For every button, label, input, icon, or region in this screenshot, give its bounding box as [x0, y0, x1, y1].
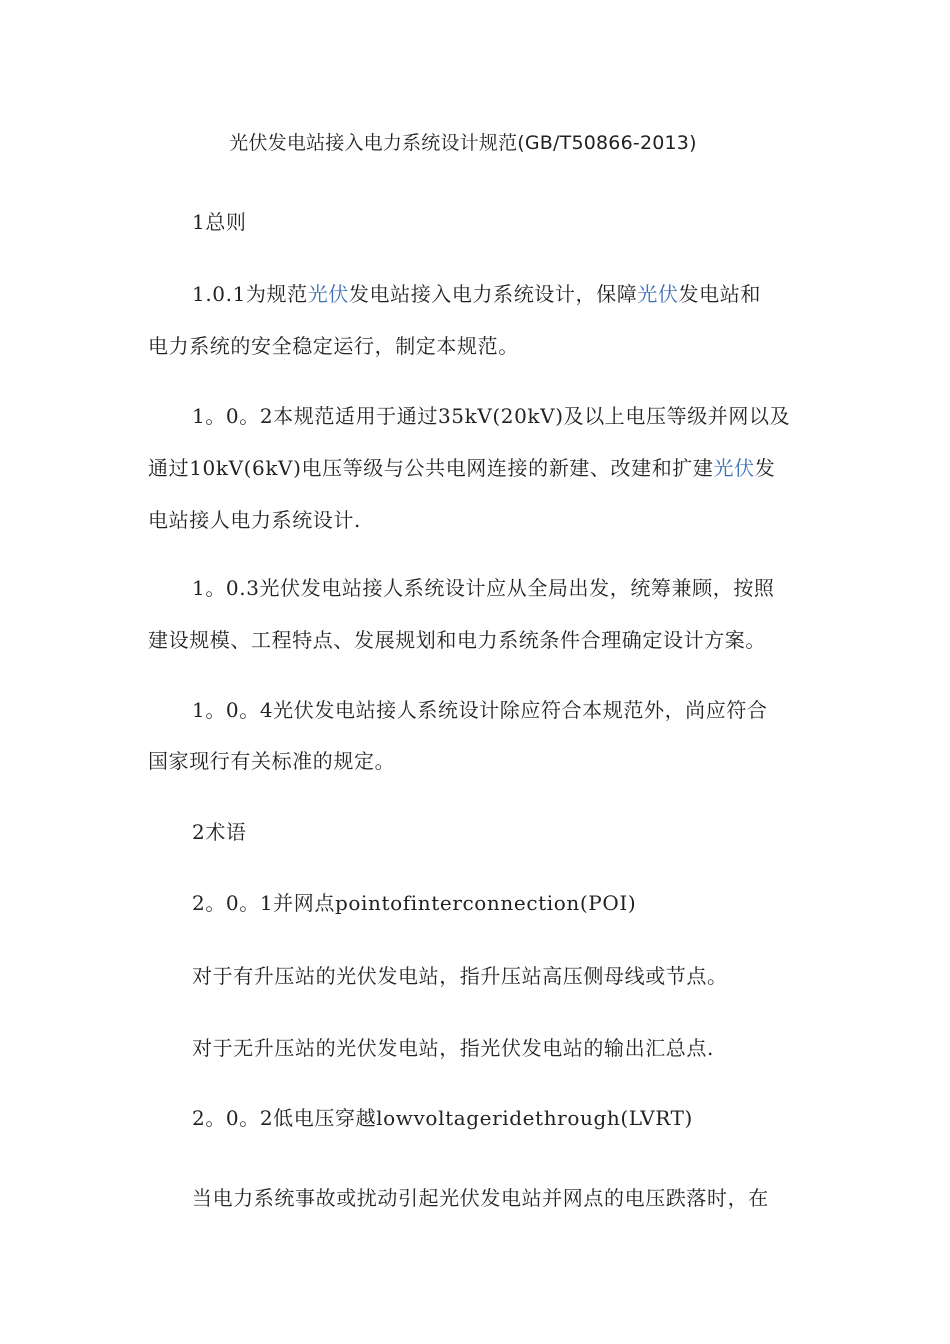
pv-link[interactable]: 光伏 [307, 282, 349, 306]
clause-text: 1.0.1为规范 [192, 282, 308, 306]
term-2-0-1-definition-2: 对于无升压站的光伏发电站，指光伏发电站的输出汇总点. [192, 1036, 714, 1060]
clause-1-0-4-line-2: 国家现行有关标准的规定。 [148, 749, 396, 773]
section-1-heading: 1总则 [192, 210, 247, 234]
term-2-0-1: 2。0。1并网点pointofinterconnection(POI) [192, 891, 637, 915]
clause-1-0-4-line-1: 1。0。4光伏发电站接人系统设计除应符合本规范外，尚应符合 [192, 698, 768, 722]
clause-text: 发电站接入电力系统设计，保障 [348, 282, 638, 306]
clause-text: 通过10kV(6kV)电压等级与公共电网连接的新建、改建和扩建 [148, 456, 714, 480]
document-title: 光伏发电站接入电力系统设计规范(GB/T50866-2013) [229, 132, 697, 154]
clause-1-0-1-line-1 [192, 278, 761, 307]
clause-1-0-2-line-2 [148, 452, 775, 481]
term-2-0-2: 2。0。2低电压穿越lowvoltageridethrough(LVRT) [192, 1106, 693, 1130]
clause-1-0-3-line-2: 建设规模、工程特点、发展规划和电力系统条件合理确定设计方案。 [148, 628, 766, 652]
clause-text: 发 [754, 456, 776, 480]
clause-1-0-2-line-3: 电站接人电力系统设计. [148, 508, 361, 532]
clause-1-0-3-line-1: 1。0.3光伏发电站接人系统设计应从全局出发，统筹兼顾，按照 [192, 576, 775, 600]
term-2-0-2-definition-1: 当电力系统事故或扰动引起光伏发电站并网点的电压跌落时，在 [192, 1186, 769, 1210]
term-2-0-1-definition-1: 对于有升压站的光伏发电站，指升压站高压侧母线或节点。 [192, 964, 728, 988]
section-2-heading: 2术语 [192, 820, 247, 844]
pv-link[interactable]: 光伏 [637, 282, 679, 306]
clause-1-0-1-line-2: 电力系统的安全稳定运行，制定本规范。 [148, 334, 519, 358]
clause-text: 发电站和 [678, 282, 761, 306]
pv-link[interactable]: 光伏 [713, 456, 755, 480]
clause-1-0-2-line-1: 1。0。2本规范适用于通过35kV(20kV)及以上电压等级并网以及 [192, 404, 791, 428]
